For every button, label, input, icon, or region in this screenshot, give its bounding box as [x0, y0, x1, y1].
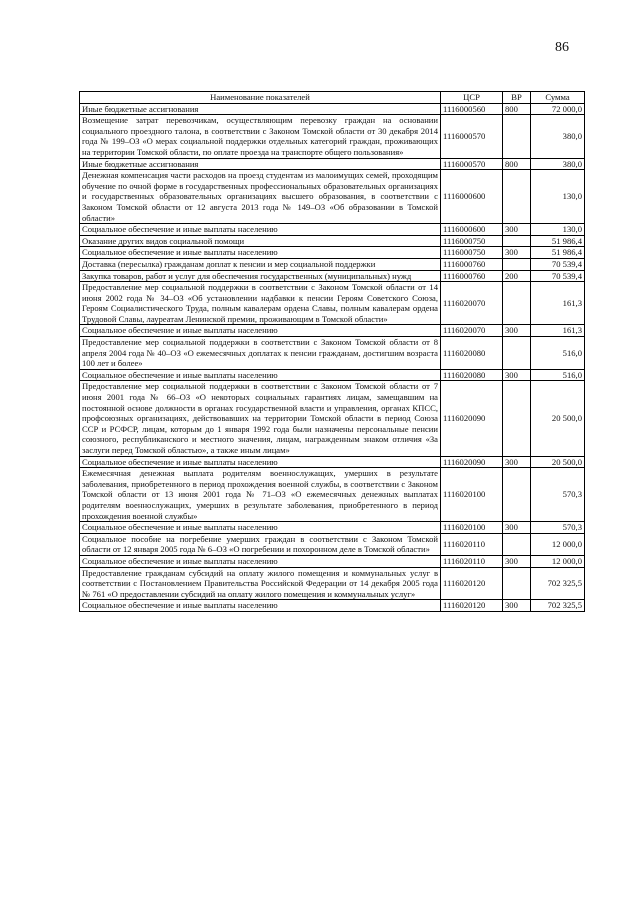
row-name-cell: Социальное обеспечение и иные выплаты населению: [80, 369, 441, 381]
table-row: [80, 456, 585, 468]
row-vr-cell: [503, 468, 531, 522]
row-vr-cell: 300: [503, 600, 531, 612]
row-vr-cell: [503, 258, 531, 270]
row-vr-cell: 800: [503, 103, 531, 115]
table-row: [80, 369, 585, 381]
row-vr-cell: 200: [503, 270, 531, 282]
row-name-cell: Социальное обеспечение и иные выплаты населению: [80, 325, 441, 337]
table-row: [80, 468, 585, 522]
row-csr-cell: 1116000570: [441, 115, 503, 158]
row-name-cell: Социальное обеспечение и иные выплаты населению: [80, 224, 441, 236]
row-csr-cell: 1116020080: [441, 369, 503, 381]
row-sum-cell: 130,0: [531, 170, 585, 224]
row-sum-cell: 20 500,0: [531, 456, 585, 468]
row-vr-cell: 300: [503, 522, 531, 534]
table-row: [80, 270, 585, 282]
page-number: 86: [555, 40, 569, 55]
row-name-cell: Денежная компенсация части расходов на проезд студентам из малоимущих семей, проходящим обучение по очной форме в государственных профессиональных образовательных организациях и государственных образовательных организациях высшего образования, в соответствии с Законом Томской области от 12 августа 2013 года № 149–ОЗ «Об образовании в Томской области»: [80, 170, 441, 224]
row-name-cell: Социальное обеспечение и иные выплаты населению: [80, 247, 441, 259]
row-vr-cell: [503, 567, 531, 600]
table-row: [80, 158, 585, 170]
header-csr: ЦСР: [441, 92, 503, 104]
row-name-cell: Предоставление мер социальной поддержки в соответствии с Законом Томской области от 8 апреля 2004 года № 40–ОЗ «О ежемесячных доплатах к пенсии гражданам, достигшим возраста 100 лет и более»: [80, 337, 441, 370]
table-row: [80, 381, 585, 456]
table-row: [80, 567, 585, 600]
row-name-cell: Предоставление гражданам субсидий на оплату жилого помещения и коммунальных услуг в соответствии с Постановлением Правительства Российской Федерации от 14 декабря 2005 года № 761 «О предоставлении субсидий на оплату жилого помещения и коммунальных услуг»: [80, 567, 441, 600]
row-name-cell: Социальное обеспечение и иные выплаты населению: [80, 522, 441, 534]
table-row: [80, 170, 585, 224]
row-vr-cell: [503, 533, 531, 555]
row-vr-cell: 300: [503, 247, 531, 259]
row-csr-cell: 1116000560: [441, 103, 503, 115]
row-sum-cell: 380,0: [531, 158, 585, 170]
budget-table: [79, 91, 585, 612]
row-name-cell: Социальное обеспечение и иные выплаты населению: [80, 600, 441, 612]
row-vr-cell: 300: [503, 456, 531, 468]
row-vr-cell: [503, 115, 531, 158]
row-name-cell: Возмещение затрат перевозчикам, осуществляющим перевозку граждан на основании социального проездного талона, в соответствии с Законом Томской области от 30 декабря 2014 года № 199–ОЗ «О мерах социальной поддержки отдельных категорий граждан, проживающих на территории Томской области, по оплате проезда на транспорте общего пользования»: [80, 115, 441, 158]
row-sum-cell: 570,3: [531, 468, 585, 522]
table-row: [80, 325, 585, 337]
row-name-cell: Социальное обеспечение и иные выплаты населению: [80, 555, 441, 567]
row-csr-cell: 1116020090: [441, 456, 503, 468]
header-name: Наименование показателей: [80, 92, 441, 104]
row-name-cell: Социальное обеспечение и иные выплаты населению: [80, 456, 441, 468]
row-sum-cell: 516,0: [531, 369, 585, 381]
table-row: [80, 600, 585, 612]
row-csr-cell: 1116020110: [441, 533, 503, 555]
table-header-row: [80, 92, 585, 104]
row-vr-cell: [503, 235, 531, 247]
table-row: [80, 533, 585, 555]
row-sum-cell: 516,0: [531, 337, 585, 370]
row-name-cell: Предоставление мер социальной поддержки в соответствии с Законом Томской области от 7 июня 2001 года № 66–ОЗ «О некоторых социальных гарантиях лицам, замещавшим на постоянной основе должности в органах государственной власти и управления, органах КПСС, профсоюзных организациях, действовавших на территории Томской области в период Союза ССР и РСФСР, лицам, которым до 1 января 1992 года были назначены персональные пенсии союзного, республиканского и местного значения, лицам, награжденным знаком отличия «За заслуги перед Томской областью», а также иным лицам»: [80, 381, 441, 456]
row-csr-cell: 1116020100: [441, 468, 503, 522]
row-vr-cell: [503, 170, 531, 224]
table-row: [80, 258, 585, 270]
table-row: [80, 103, 585, 115]
row-csr-cell: 1116020120: [441, 567, 503, 600]
row-sum-cell: 12 000,0: [531, 533, 585, 555]
row-vr-cell: [503, 337, 531, 370]
row-vr-cell: 300: [503, 325, 531, 337]
row-csr-cell: 1116000570: [441, 158, 503, 170]
row-sum-cell: 161,3: [531, 282, 585, 325]
row-name-cell: Оказание других видов социальной помощи: [80, 235, 441, 247]
row-name-cell: Предоставление мер социальной поддержки в соответствии с Законом Томской области от 14 июня 2002 года № 34–ОЗ «Об установлении надбавки к пенсии Героям Советского Союза, Героям Социалистического Труда, полным кавалерам ордена Славы, полным кавалерам ордена Трудовой Славы, лауреатам Ленинской премии, проживающим в Томской области»: [80, 282, 441, 325]
row-sum-cell: 702 325,5: [531, 567, 585, 600]
table-row: [80, 282, 585, 325]
row-name-cell: Закупка товаров, работ и услуг для обеспечения государственных (муниципальных) нужд: [80, 270, 441, 282]
row-name-cell: Иные бюджетные ассигнования: [80, 158, 441, 170]
row-name-cell: Доставка (пересылка) гражданам доплат к пенсии и мер социальной поддержки: [80, 258, 441, 270]
row-vr-cell: 300: [503, 369, 531, 381]
row-sum-cell: 70 539,4: [531, 258, 585, 270]
row-csr-cell: 1116020110: [441, 555, 503, 567]
row-csr-cell: 1116020090: [441, 381, 503, 456]
row-csr-cell: 1116020070: [441, 282, 503, 325]
row-vr-cell: 800: [503, 158, 531, 170]
row-sum-cell: 51 986,4: [531, 247, 585, 259]
row-vr-cell: 300: [503, 555, 531, 567]
row-name-cell: Ежемесячная денежная выплата родителям военнослужащих, умерших в результате заболевания, приобретенного в период прохождения военной службы, в соответствии с Законом Томской области от 13 июня 2001 года № 71–ОЗ «О ежемесячных денежных выплатах родителям военнослужащих, умерших в результате заболевания, приобретенного в период прохождения военной службы»: [80, 468, 441, 522]
row-csr-cell: 1116020070: [441, 325, 503, 337]
row-csr-cell: 1116000760: [441, 258, 503, 270]
table-row: [80, 224, 585, 236]
row-sum-cell: 702 325,5: [531, 600, 585, 612]
header-vr: ВР: [503, 92, 531, 104]
row-sum-cell: 570,3: [531, 522, 585, 534]
row-sum-cell: 380,0: [531, 115, 585, 158]
row-csr-cell: 1116000600: [441, 224, 503, 236]
row-csr-cell: 1116020120: [441, 600, 503, 612]
row-vr-cell: [503, 282, 531, 325]
header-sum: Сумма: [531, 92, 585, 104]
row-csr-cell: 1116000600: [441, 170, 503, 224]
table-row: [80, 115, 585, 158]
row-vr-cell: [503, 381, 531, 456]
table-row: [80, 247, 585, 259]
row-csr-cell: 1116000750: [441, 235, 503, 247]
table-row: [80, 522, 585, 534]
row-sum-cell: 130,0: [531, 224, 585, 236]
row-name-cell: Иные бюджетные ассигнования: [80, 103, 441, 115]
table-row: [80, 337, 585, 370]
row-csr-cell: 1116000760: [441, 270, 503, 282]
row-sum-cell: 12 000,0: [531, 555, 585, 567]
row-csr-cell: 1116020080: [441, 337, 503, 370]
row-vr-cell: 300: [503, 224, 531, 236]
row-sum-cell: 70 539,4: [531, 270, 585, 282]
row-name-cell: Социальное пособие на погребение умерших граждан в соответствии с Законом Томской области от 12 января 2005 года № 6–ОЗ «О погребении и похоронном деле в Томской области»: [80, 533, 441, 555]
table-body: [80, 103, 585, 611]
table-row: [80, 555, 585, 567]
row-sum-cell: 161,3: [531, 325, 585, 337]
row-sum-cell: 72 000,0: [531, 103, 585, 115]
row-csr-cell: 1116020100: [441, 522, 503, 534]
row-sum-cell: 20 500,0: [531, 381, 585, 456]
row-sum-cell: 51 986,4: [531, 235, 585, 247]
row-csr-cell: 1116000750: [441, 247, 503, 259]
table-row: [80, 235, 585, 247]
